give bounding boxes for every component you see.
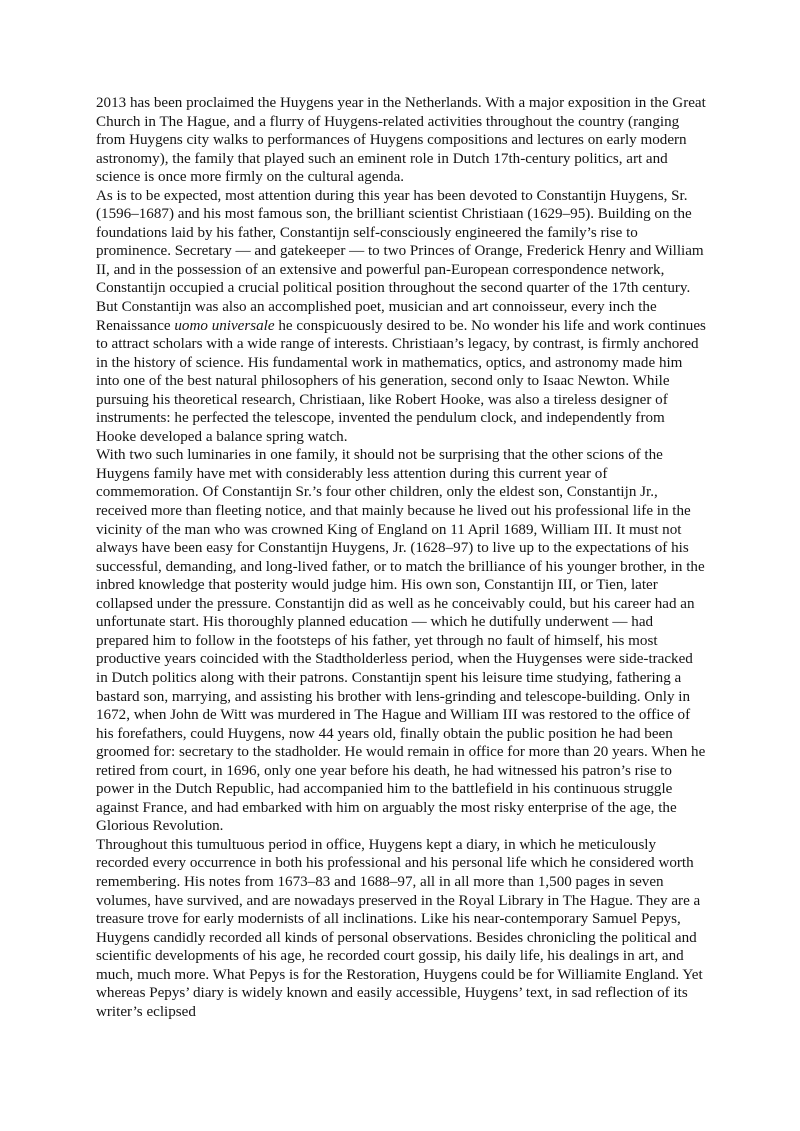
paragraph-text: As is to be expected, most attention during this year has been devoted to Constantijn Huygens, Sr. (1596–1687) and his most famous son, the brilliant scientist Christiaan (1629–95). Building on the foundations laid by his father, Constantijn self-consciously engineered the family’s rise to prominence. Secretary — and gatekeeper — to two Princes of Orange, Frederick Henry and William II, and in the possession of an extensive and powerful pan-European correspondence network, Constantijn occupied a crucial political position throughout the second quarter of the 17th century. But Constantijn was also an accomplished poet, musician and art connoisseur, every inch the Renaissance: [96, 187, 704, 334]
document-page: [96, 94, 708, 1021]
paragraph-constantijn-jr: With two such luminaries in one family, it should not be surprising that the other scions of the Huygens family have met with considerably less attention during this current year of commemoration. Of Constantijn Sr.’s four other children, only the eldest son, Constantijn Jr., received more than fleeting notice, and that mainly because he lived out his professional life in the vicinity of the man who was crowned King of England on 11 April 1689, William III. It must not always have been easy for Constantijn Huygens, Jr. (1628–97) to live up to the expectations of his successful, demanding, and long-lived father, or to match the brilliance of his younger brother, in the inbred knowledge that posterity would judge him. His own son, Constantijn III, or Tien, later collapsed under the pressure. Constantijn did as well as he conceivably could, but his career had an unfortunate start. His thoroughly planned education — which he dutifully underwent — had prepared him to follow in the footsteps of his father, yet through no fault of himself, his most productive years coincided with the Stadtholderless period, when the Huygenses were side-tracked in Dutch politics along with their patrons. Constantijn spent his leisure time studying, fathering a bastard son, marrying, and assisting his brother with lens-grinding and telescope-building. Only in 1672, when John de Witt was murdered in The Hague and William III was restored to the office of his forefathers, could Huygens, now 44 years old, finally obtain the public position he had been groomed for: secretary to the stadholder. He would remain in office for more than 20 years. When he retired from court, in 1696, only one year before his death, he had witnessed his patron’s rise to power in the Dutch Republic, had accompanied him to the battlefield in his continuous struggle against France, and had embarked with him on arguably the most risky enterprise of the age, the Glorious Revolution.: [96, 447, 706, 835]
paragraph-constantijn-christiaan: [96, 187, 708, 447]
paragraph-diary: Throughout this tumultuous period in office, Huygens kept a diary, in which he meticulously recorded every occurrence in both his professional and his personal life which he considered worth remembering. His notes from 1673–83 and 1688–97, all in all more than 1,500 pages in seven volumes, have survived, and are nowadays preserved in the Royal Library in The Hague. They are a treasure trove for early modernists of all inclinations. Like his near-contemporary Samuel Pepys, Huygens candidly recorded all kinds of personal observations. Besides chronicling the political and scientific developments of his age, he recorded court gossip, his daily life, his dealings in art, and much, much more. What Pepys is for the Restoration, Huygens could be for Williamite England. Yet whereas Pepys’ diary is widely known and easily accessible, Huygens’ text, in sad reflection of its writer’s eclipsed: [96, 836, 703, 1020]
paragraph-text: he conspicuously desired to be. No wonder his life and work continues to attract scholars with a wide range of interests. Christiaan’s legacy, by contrast, is firmly anchored in the history of science. His fundamental work in mathematics, optics, and astronomy made him into one of the best natural philosophers of his generation, second only to Isaac Newton. While pursuing his theoretical research, Christiaan, like Robert Hooke, was also a tireless designer of instruments: he perfected the telescope, invented the pendulum clock, and independently from Hooke developed a balance spring watch.: [96, 317, 706, 445]
emphasis-uomo-universale: uomo universale: [174, 317, 275, 334]
paragraph-huygens-year: 2013 has been proclaimed the Huygens year in the Netherlands. With a major exposition in the Great Church in The Hague, and a flurry of Huygens-related activities throughout the country (ranging from Huygens city walks to performances of Huygens compositions and lectures on early modern astronomy), the family that played such an eminent role in Dutch 17th-century politics, art and science is once more firmly on the cultural agenda.: [96, 95, 706, 186]
